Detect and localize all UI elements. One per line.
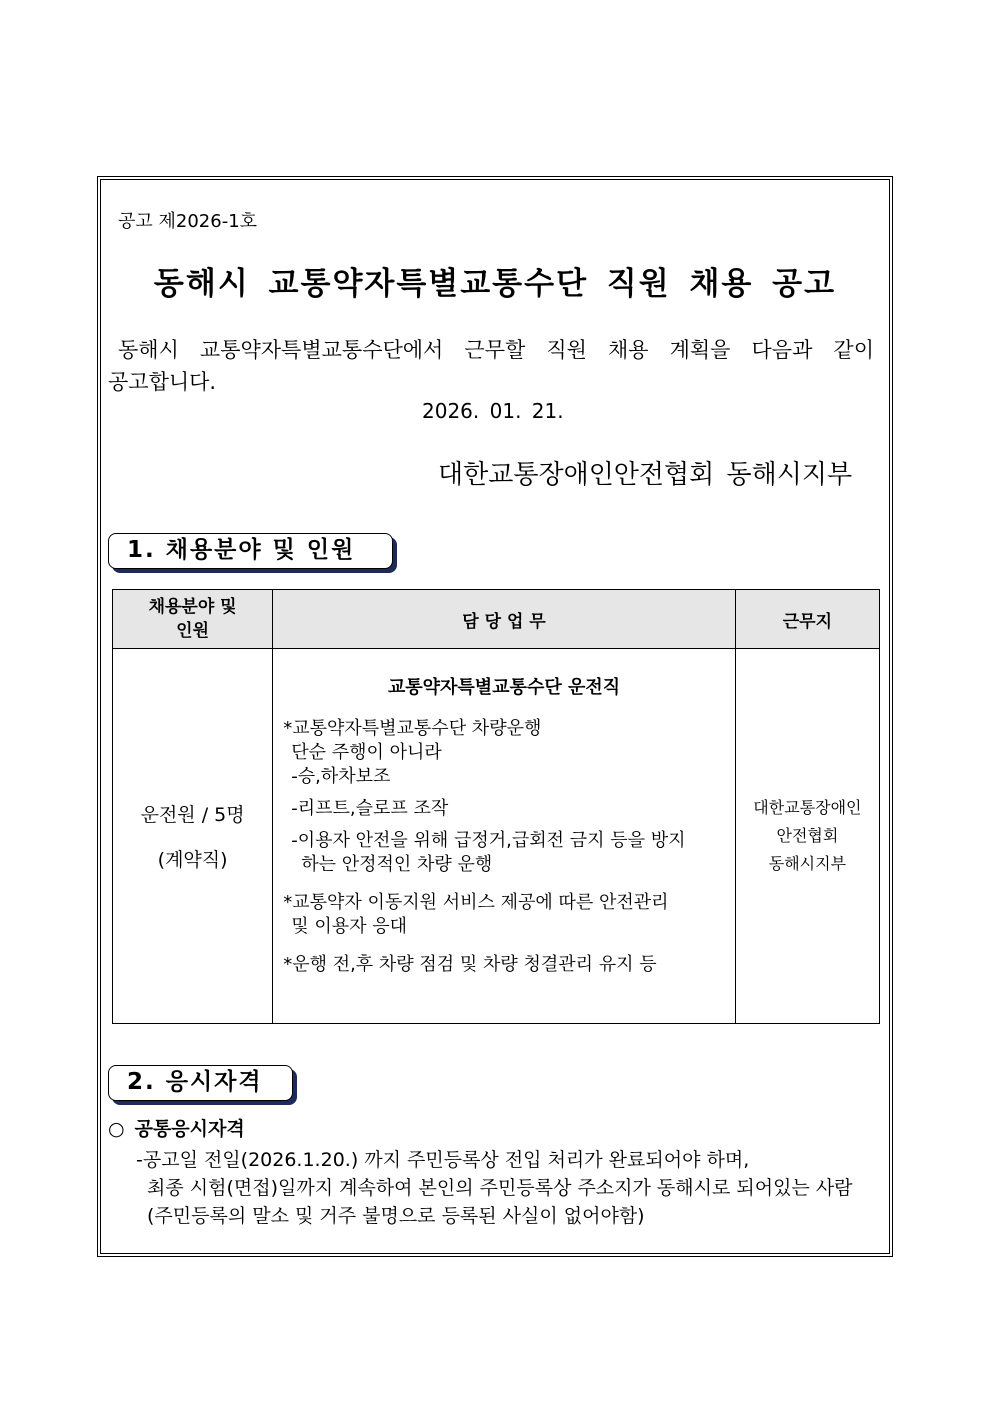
intro-line-2: 공고합니다. bbox=[108, 370, 217, 394]
field-contract-type: (계약직) bbox=[157, 849, 228, 871]
qualification-line: 최종 시험(면접)일까지 계속하여 본인의 주민등록상 주소지가 동해시로 되어있는 사람 bbox=[147, 1177, 853, 1199]
duty-line: *운행 전,후 차량 점검 및 차량 청결관리 유지 등 bbox=[283, 954, 657, 975]
duty-line: -리프트,슬로프 조작 bbox=[291, 798, 449, 819]
organization-name: 대한교통장애인안전협회 동해시지부 bbox=[438, 460, 853, 490]
notice-number: 공고 제2026-1호 bbox=[118, 211, 258, 232]
header-field-label: 채용분야 및 인원 bbox=[148, 597, 237, 641]
table-header-row bbox=[113, 590, 880, 649]
section-1-heading: 1. 채용분야 및 인원 bbox=[108, 533, 393, 569]
workplace-line: 안전협회 bbox=[776, 826, 839, 845]
table-row bbox=[113, 649, 880, 1024]
duty-title: 교통약자특별교통수단 운전직 bbox=[387, 677, 621, 698]
qualification-heading bbox=[108, 1114, 245, 1141]
section-2-heading: 2. 응시자격 bbox=[108, 1065, 293, 1101]
qualification-line: -공고일 전일(2026.1.20.) 까지 주민등록상 전입 처리가 완료되어야 하며, bbox=[136, 1149, 750, 1171]
intro-line-1: 동해시 교통약자특별교통수단에서 근무할 직원 채용 계획을 다음과 같이 bbox=[118, 338, 874, 362]
recruitment-table bbox=[112, 589, 880, 1024]
field-position: 운전원 / 5명 bbox=[140, 804, 245, 826]
notice-date: 2026. 01. 21. bbox=[422, 399, 564, 423]
workplace-line: 대한교통장애인 bbox=[753, 798, 862, 817]
duty-line: -이용자 안전을 위해 급정거,급회전 금지 등을 방지 bbox=[291, 830, 686, 851]
duties-cell bbox=[273, 649, 736, 1024]
header-field bbox=[113, 590, 273, 649]
circle-bullet-icon: ○ bbox=[108, 1118, 125, 1140]
workplace-line: 동해시지부 bbox=[768, 854, 847, 873]
page-title: 동해시 교통약자특별교통수단 직원 채용 공고 bbox=[153, 266, 837, 302]
qualification-line: (주민등록의 말소 및 거주 불명으로 등록된 사실이 없어야함) bbox=[147, 1205, 645, 1227]
field-cell bbox=[113, 649, 273, 1024]
duty-line: -승,하차보조 bbox=[291, 766, 391, 787]
header-duties: 담 당 업 무 bbox=[273, 590, 736, 649]
duty-line: *교통약자특별교통수단 차량운행 bbox=[283, 718, 542, 739]
duty-line: *교통약자 이동지원 서비스 제공에 따른 안전관리 bbox=[283, 892, 669, 913]
duty-line: 및 이용자 응대 bbox=[291, 916, 407, 937]
duty-line: 하는 안정적인 차량 운행 bbox=[301, 854, 493, 875]
duty-line: 단순 주행이 아니라 bbox=[291, 742, 442, 763]
qualification-subheading: 공통응시자격 bbox=[134, 1118, 245, 1140]
workplace-cell bbox=[735, 649, 879, 1024]
header-workplace: 근무지 bbox=[735, 590, 879, 649]
